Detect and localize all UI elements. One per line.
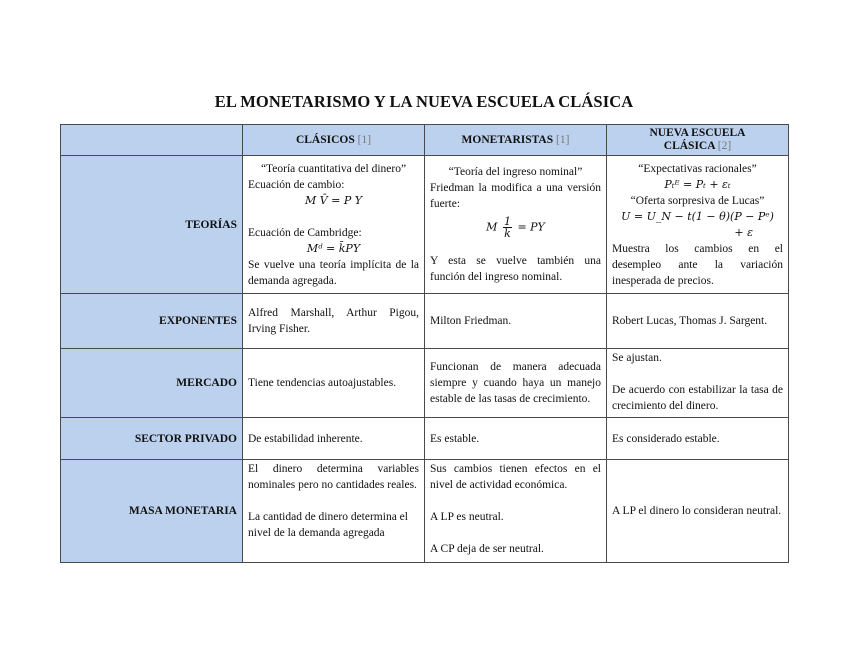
cell-teorias-new-school	[607, 156, 789, 294]
equation: U = U_N − t(1 − θ)(P − Pᵉ)	[621, 209, 774, 223]
cell-masa-new-school: A LP el dinero lo consideran neutral.	[607, 460, 789, 563]
cell-exponentes-new-school: Robert Lucas, Thomas J. Sargent.	[607, 294, 789, 349]
row-mercado	[61, 349, 789, 418]
header-empty	[61, 125, 243, 156]
cell-text: El dinero determina variables nominales pero no cantidades reales.	[248, 463, 419, 491]
cell-mercado-monetarists: Funcionan de manera adecuada siempre y cuando haya un manejo estable de las tasas de crecimiento.	[425, 349, 607, 418]
equation-label: Ecuación de cambio:	[248, 178, 345, 191]
header-classics-label: CLÁSICOS	[295, 133, 355, 146]
equation: M V̄ = P Y	[304, 193, 363, 207]
page-title: EL MONETARISMO Y LA NUEVA ESCUELA CLÁSICA	[214, 92, 634, 111]
cell-text: A CP deja de ser neutral.	[430, 543, 544, 555]
header-new-school	[607, 125, 789, 156]
cell-sector-monetarists: Es estable.	[425, 418, 607, 460]
equation: Mᵈ = k̄PY	[306, 241, 361, 255]
row-label-exponentes: EXPONENTES	[61, 294, 243, 349]
fraction	[503, 216, 512, 239]
citation-link[interactable]: [2]	[717, 140, 732, 152]
theory-text: Friedman la modifica a una versión fuerte:	[430, 182, 601, 210]
theory-note: Y esta se vuelve también una función del ingreso nominal.	[430, 255, 601, 283]
cell-masa-monetarists	[425, 460, 607, 563]
row-teorias	[61, 156, 789, 294]
header-new-school-line2: CLÁSICA	[663, 140, 715, 152]
cell-exponentes-classics: Alfred Marshall, Arthur Pigou, Irving Fisher.	[243, 294, 425, 349]
fraction-numerator: 1	[503, 215, 511, 228]
cell-teorias-classics	[243, 156, 425, 294]
cell-mercado-new-school	[607, 349, 789, 418]
equation-term: = PY	[517, 220, 545, 234]
row-exponentes	[61, 294, 789, 349]
theory-note: Se vuelve una teoría implícita de la demanda agregada.	[248, 258, 419, 287]
cell-sector-classics: De estabilidad inherente.	[243, 418, 425, 460]
header-monetarists-label: MONETARISTAS	[461, 133, 554, 146]
cell-text: De acuerdo con estabilizar la tasa de crecimiento del dinero.	[612, 384, 783, 412]
theory-heading: “Expectativas racionales”	[638, 162, 757, 175]
cell-text: La cantidad de dinero determina el nivel de la demanda agregada	[248, 511, 408, 539]
theory-heading: “Teoría del ingreso nominal”	[448, 166, 583, 178]
row-sector-privado	[61, 418, 789, 460]
row-label-mercado: MERCADO	[61, 349, 243, 418]
fraction-denominator: k	[504, 227, 511, 240]
equation-label: Ecuación de Cambridge:	[248, 226, 362, 239]
equation: Pₜᴱ = Pₜ + εₜ	[664, 177, 731, 191]
theory-note: Muestra los cambios en el desempleo ante la variación inesperada de precios.	[612, 242, 783, 287]
row-label-teorias: TEORÍAS	[61, 156, 243, 294]
theory-heading: “Teoría cuantitativa del dinero”	[260, 162, 407, 175]
row-label-masa-monetaria: MASA MONETARIA	[61, 460, 243, 563]
cell-sector-new-school: Es considerado estable.	[607, 418, 789, 460]
row-label-sector-privado: SECTOR PRIVADO	[61, 418, 243, 460]
theory-heading: “Oferta sorpresiva de Lucas”	[630, 194, 765, 207]
cell-text: Sus cambios tienen efectos en el nivel de actividad económica.	[430, 463, 601, 491]
row-masa-monetaria	[61, 460, 789, 563]
equation-term: M	[486, 220, 498, 234]
header-new-school-line1: NUEVA ESCUELA	[649, 127, 746, 139]
cell-masa-classics	[243, 460, 425, 563]
citation-link[interactable]: [1]	[556, 133, 570, 146]
cell-text: Se ajustan.	[612, 352, 662, 364]
comparison-table	[60, 124, 789, 563]
header-row	[61, 125, 789, 156]
cell-text: A LP es neutral.	[430, 511, 504, 523]
cell-teorias-monetarists	[425, 156, 607, 294]
cell-mercado-classics: Tiene tendencias autoajustables.	[243, 349, 425, 418]
cell-exponentes-monetarists: Milton Friedman.	[425, 294, 607, 349]
citation-link[interactable]: [1]	[357, 133, 372, 146]
header-monetarists	[425, 125, 607, 156]
equation	[430, 216, 601, 239]
equation: + ε	[734, 225, 753, 239]
header-classics	[243, 125, 425, 156]
